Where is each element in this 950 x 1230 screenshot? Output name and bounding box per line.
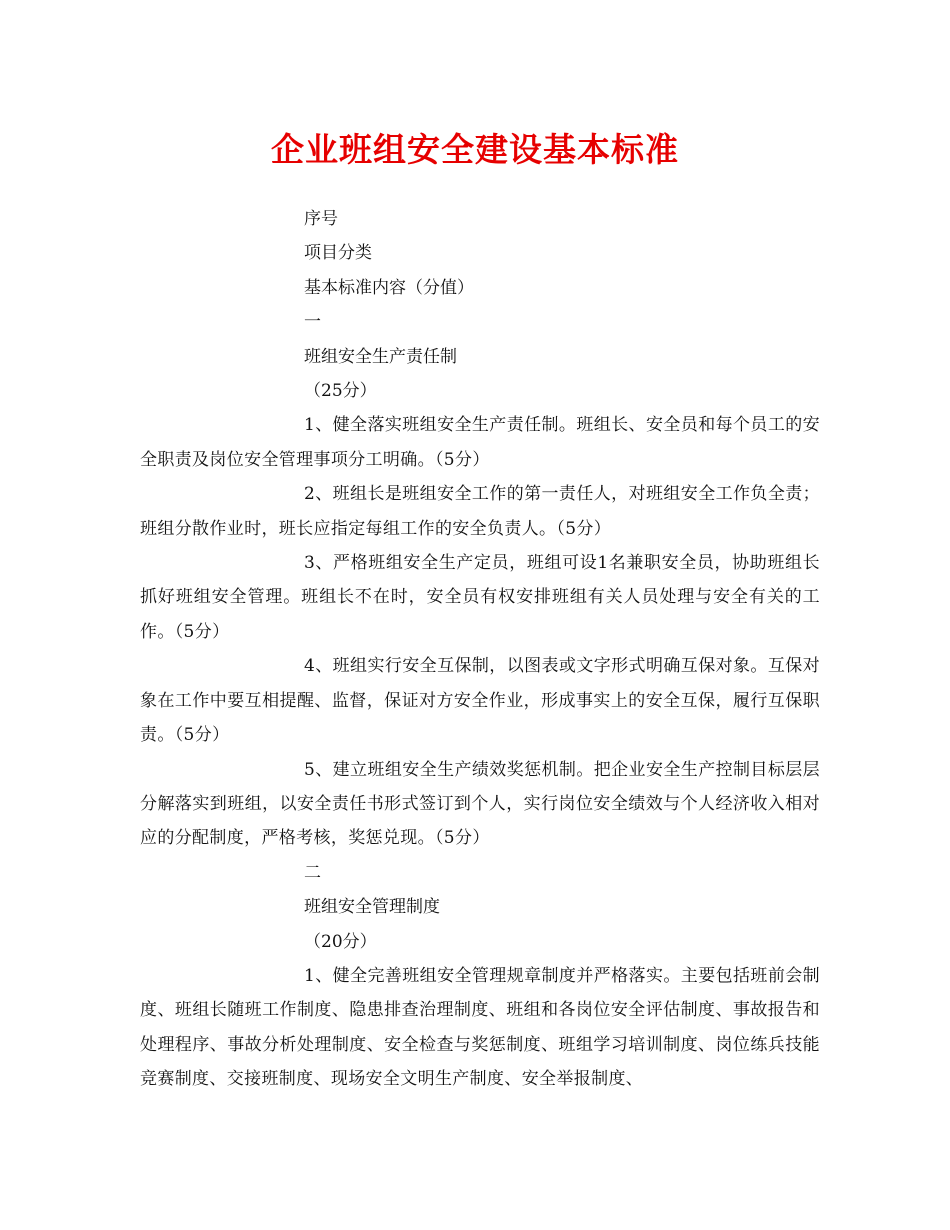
section-1-number: 一 (304, 312, 321, 333)
section-1-item: 1、健全落实班组安全生产责任制。班组长、安全员和每个员工的安全职责及岗位安全管理事项分工明确。（5分） (140, 415, 820, 470)
section-2-name: 班组安全管理制度 (304, 897, 440, 918)
header-content: 基本标准内容（分值） (304, 277, 474, 298)
section-1-item: 5、建立班组安全生产绩效奖惩机制。把企业安全生产控制目标层层分解落实到班组，以安全责任书形式签订到个人，实行岗位安全绩效与个人经济收入相对应的分配制度，严格考核，奖惩兑现。（5分） (140, 759, 820, 849)
section-2-score: （20分） (304, 931, 377, 952)
section-1-item: 4、班组实行安全互保制，以图表或文字形式明确互保对象。互保对象在工作中要互相提醒、监督，保证对方安全作业，形成事实上的安全互保，履行互保职责。（5分） (140, 656, 820, 746)
document-title: 企业班组安全建设基本标准 (271, 130, 679, 169)
header-seq: 序号 (304, 209, 338, 229)
document-body (140, 202, 820, 1097)
header-category: 项目分类 (304, 243, 372, 264)
section-1-item: 3、严格班组安全生产定员，班组可设1名兼职安全员，协助班组长抓好班组安全管理。班组长不在时，安全员有权安排班组有关人员处理与安全有关的工作。（5分） (140, 553, 820, 642)
section-2-item: 1、健全完善班组安全管理规章制度并严格落实。主要包括班前会制度、班组长随班工作制度、隐患排查治理制度、班组和各岗位安全评估制度、事故报告和处理程序、事故分析处理制度、安全检查与奖惩制度、班组学习培训制度、岗位练兵技能竞赛制度、交接班制度、现场安全文明生产制度、安全举报制度、 (140, 965, 820, 1090)
section-1-item: 2、班组长是班组安全工作的第一责任人，对班组安全工作负全责；班组分散作业时，班长应指定每组工作的安全负责人。（5分） (140, 484, 820, 539)
section-1-name: 班组安全生产责任制 (304, 346, 457, 367)
section-1-score: （25分） (304, 381, 377, 402)
section-2-number: 二 (304, 862, 321, 883)
